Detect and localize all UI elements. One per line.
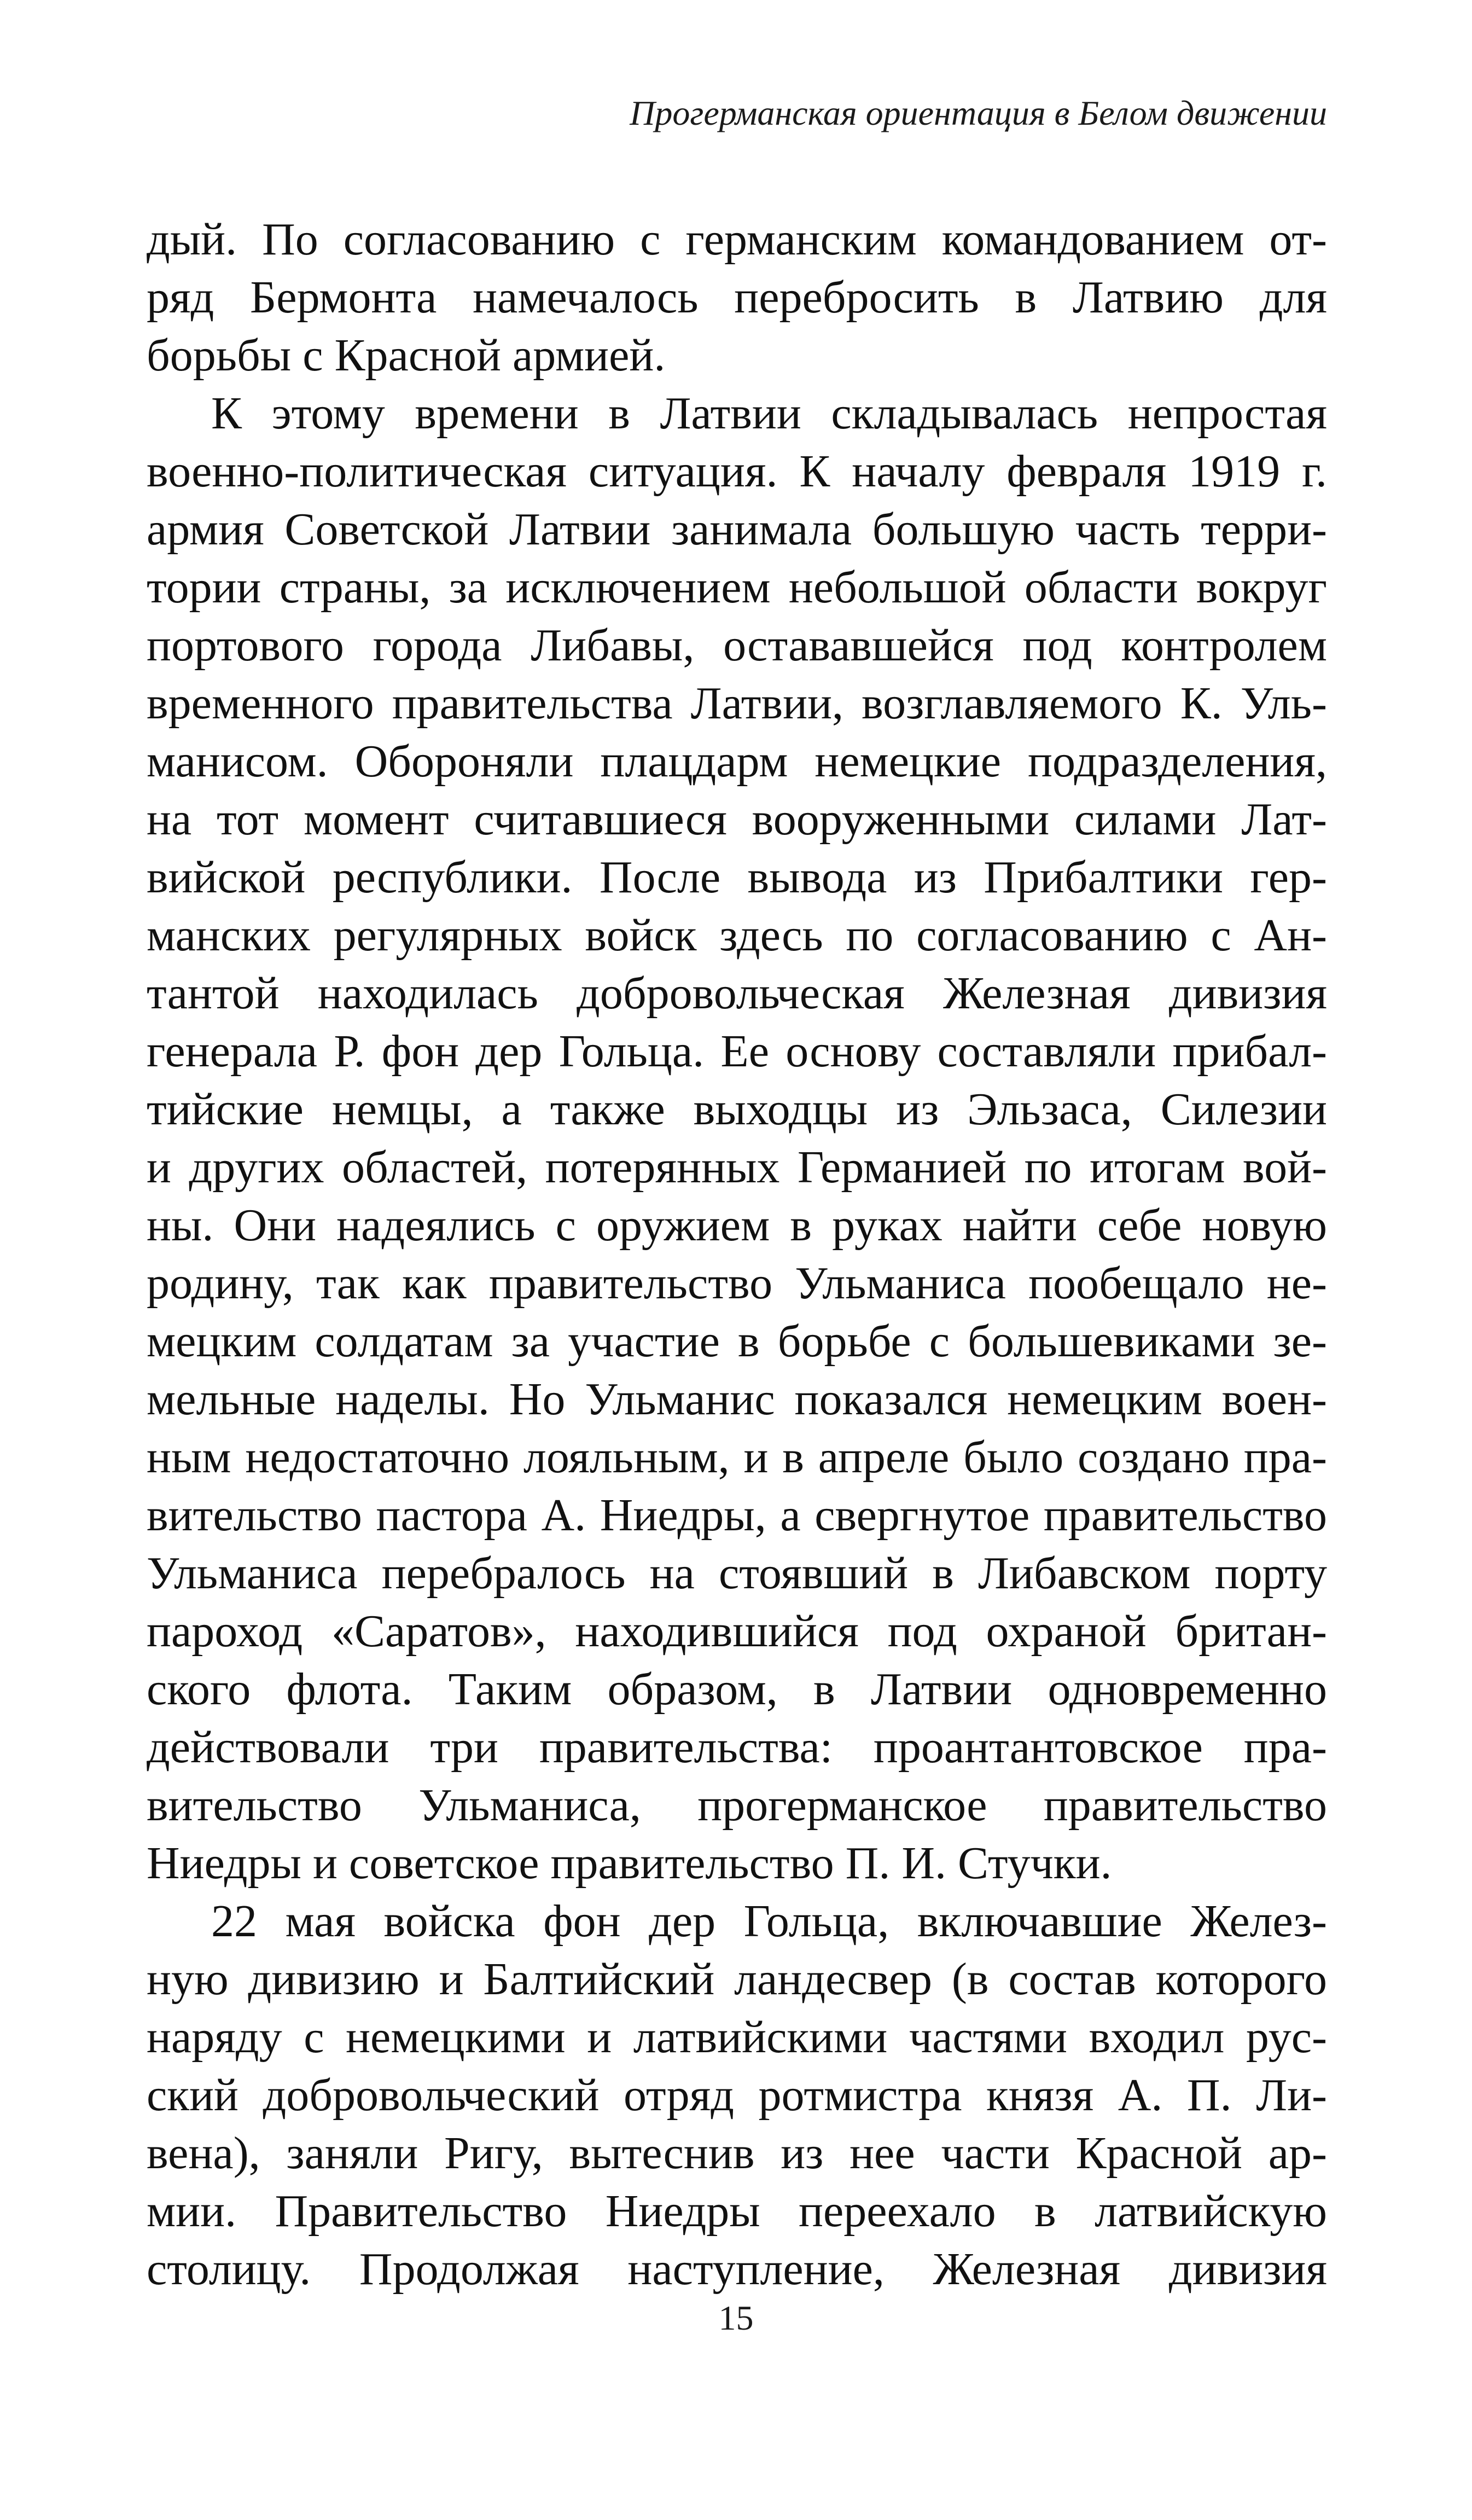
text-line: столицу. Продолжая наступление, Железная дивизия xyxy=(147,2244,1327,2295)
text-line: тории страны, за исключением небольшой области вокруг xyxy=(147,562,1327,613)
text-line: генерала Р. фон дер Гольца. Ее основу составляли прибал- xyxy=(147,1026,1327,1077)
text-line: действовали три правительства: проантантовское пра- xyxy=(147,1722,1327,1773)
text-line: временного правительства Латвии, возглавляемого К. Уль- xyxy=(147,678,1327,729)
text-line: на тот момент считавшиеся вооруженными силами Лат- xyxy=(147,794,1327,845)
text-line: мельные наделы. Но Ульманис показался немецким воен- xyxy=(147,1374,1327,1425)
text-line: мии. Правительство Ниедры переехало в латвийскую xyxy=(147,2186,1327,2237)
text-line: военно-политическая ситуация. К началу февраля 1919 г. xyxy=(147,446,1327,497)
page-number: 15 xyxy=(718,2298,754,2337)
text-line: ны. Они надеялись с оружием в руках найти себе новую xyxy=(147,1200,1327,1251)
text-line: Ниедры и советское правительство П. И. Стучки. xyxy=(147,1838,1112,1889)
text-line: наряду с немецкими и латвийскими частями входил рус- xyxy=(147,2012,1327,2063)
text-line: манисом. Обороняли плацдарм немецкие подразделения, xyxy=(147,736,1327,787)
text-line: ского флота. Таким образом, в Латвии одновременно xyxy=(147,1664,1327,1715)
text-line: вительство пастора А. Ниедры, а свергнутое правительство xyxy=(147,1490,1327,1541)
text-line: родину, так как правительство Ульманиса пообещало не- xyxy=(147,1258,1327,1309)
running-head: Прогерманская ориентация в Белом движении xyxy=(630,94,1327,132)
text-line: и других областей, потерянных Германией по итогам вой- xyxy=(147,1142,1327,1193)
text-line: тантой находилась добровольческая Железная дивизия xyxy=(147,968,1327,1019)
text-line: ряд Бермонта намечалось перебросить в Латвию для xyxy=(147,272,1327,323)
text-line: Ульманиса перебралось на стоявший в Либавском порту xyxy=(147,1548,1327,1599)
text-line: ский добровольческий отряд ротмистра князя А. П. Ли- xyxy=(147,2070,1327,2121)
text-line: дый. По согласованию с германским командованием от- xyxy=(147,214,1327,265)
text-line: армия Советской Латвии занимала большую часть терри- xyxy=(147,504,1327,555)
text-line: борьбы с Красной армией. xyxy=(147,330,666,381)
text-line: тийские немцы, а также выходцы из Эльзаса, Силезии xyxy=(147,1084,1327,1135)
text-line: манских регулярных войск здесь по согласованию с Ан- xyxy=(147,910,1327,961)
text-line: портового города Либавы, остававшейся под контролем xyxy=(147,620,1327,671)
text-line: вительство Ульманиса, прогерманское правительство xyxy=(147,1780,1327,1831)
text-line: ную дивизию и Балтийский ландесвер (в состав которого xyxy=(147,1954,1327,2005)
text-line: мецким солдатам за участие в борьбе с большевиками зе- xyxy=(147,1316,1327,1367)
text-line: ным недостаточно лояльным, и в апреле было создано пра- xyxy=(147,1432,1327,1483)
text-line: пароход «Саратов», находившийся под охраной британ- xyxy=(147,1606,1327,1657)
text-line: вийской республики. После вывода из Прибалтики гер- xyxy=(147,852,1327,903)
text-line: 22 мая войска фон дер Гольца, включавшие Желез- xyxy=(211,1896,1327,1947)
text-line: вена), заняли Ригу, вытеснив из нее части Красной ар- xyxy=(147,2128,1327,2179)
body-text xyxy=(147,211,1327,2298)
text-line: К этому времени в Латвии складывалась непростая xyxy=(211,388,1327,439)
